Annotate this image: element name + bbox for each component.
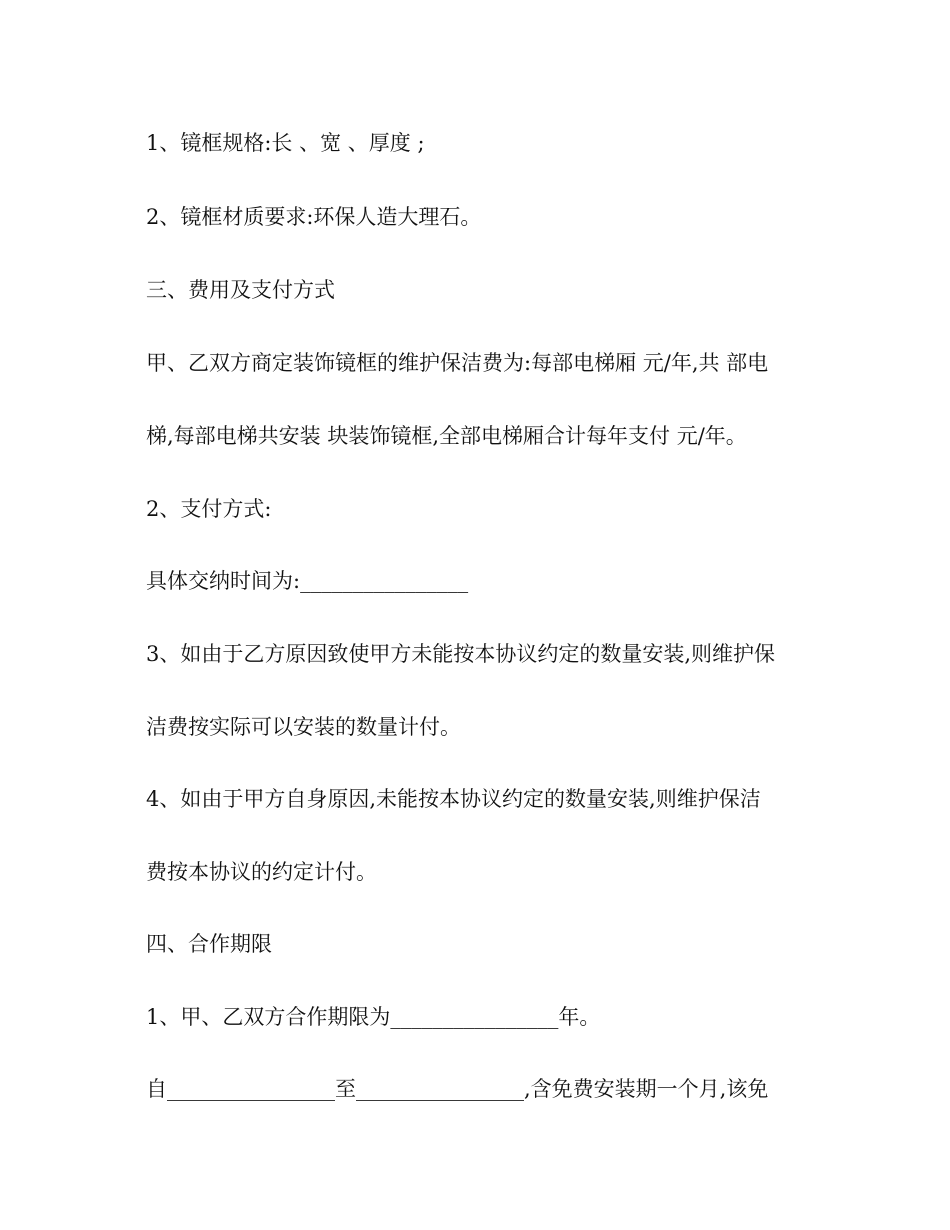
clause-3-line-1: 3、如由于乙方原因致使甲方未能按本协议约定的数量安装,则维护保 <box>146 642 776 666</box>
clause-4-line-1: 4、如由于甲方自身原因,未能按本协议约定的数量安装,则维护保洁 <box>146 787 761 811</box>
section-heading-fees: 三、费用及支付方式 <box>146 278 335 302</box>
payment-method-line: 2、支付方式: <box>146 497 272 521</box>
term-period-line: 自________________至________________,含免费安装期一个月,该免 <box>146 1077 769 1101</box>
mirror-frame-spec-line: 1、镜框规格:长 、宽 、厚度 ; <box>146 131 425 155</box>
fee-clause-line-2: 梯,每部电梯共安装 块装饰镜框,全部电梯厢合计每年支付 元/年。 <box>146 424 747 448</box>
fee-clause-line-1: 甲、乙双方商定装饰镜框的维护保洁费为:每部电梯厢 元/年,共 部电 <box>146 351 769 375</box>
clause-4-line-2: 费按本协议的约定计付。 <box>146 860 377 884</box>
mirror-frame-material-line: 2、镜框材质要求:环保人造大理石。 <box>146 205 482 229</box>
section-heading-term: 四、合作期限 <box>146 932 272 956</box>
payment-time-line: 具体交纳时间为:________________ <box>146 569 469 593</box>
clause-3-line-2: 洁费按实际可以安装的数量计付。 <box>146 715 461 739</box>
term-duration-line: 1、甲、乙双方合作期限为________________年。 <box>146 1005 601 1029</box>
